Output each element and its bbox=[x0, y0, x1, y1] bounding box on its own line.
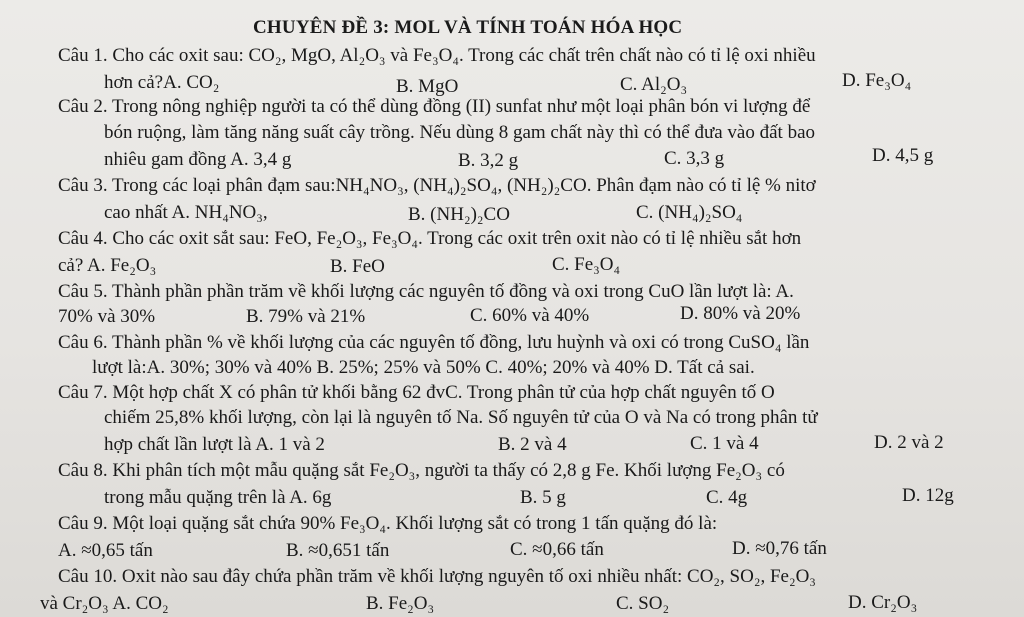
question-10-option-d: D. Cr₂O₃ bbox=[848, 592, 918, 613]
question-8-line-1: Câu 8. Khi phân tích một mẫu quặng sắt Fe₂O₃, người ta thấy có 2,8 g Fe. Khối lượng Fe₂O₃ có bbox=[58, 460, 785, 481]
question-4-option-b: B. FeO bbox=[330, 256, 385, 277]
question-1-line-1: Câu 1. Cho các oxit sau: CO₂, MgO, Al₂O₃ và Fe₃O₄. Trong các chất trên chất nào có tỉ lệ oxi nhiều bbox=[58, 45, 816, 66]
question-9-option-c: C. ≈0,66 tấn bbox=[510, 539, 604, 560]
question-6-line-1: Câu 6. Thành phần % về khối lượng của các nguyên tố đồng, lưu huỳnh và oxi có trong CuSO₄ lần bbox=[58, 332, 810, 353]
question-2-option-b: B. 3,2 g bbox=[458, 150, 519, 171]
question-3-option-b: B. (NH₂)₂CO bbox=[408, 204, 510, 225]
question-9-option-b: B. ≈0,651 tấn bbox=[286, 540, 390, 561]
question-3-line-1: Câu 3. Trong các loại phân đạm sau:NH₄NO₃, (NH₄)₂SO₄, (NH₂)₂CO. Phân đạm nào có tỉ lệ % nitơ bbox=[58, 175, 816, 196]
question-7-answers: hợp chất lần lượt là A. 1 và 2 bbox=[104, 434, 325, 455]
question-8-option-c: C. 4g bbox=[706, 487, 748, 508]
question-5-line-1: Câu 5. Thành phần phần trăm về khối lượng các nguyên tố đồng và oxi trong CuO lần lượt là: A. bbox=[58, 281, 794, 302]
question-7-option-d: D. 2 và 2 bbox=[874, 432, 944, 453]
question-2-line-1: Câu 2. Trong nông nghiệp người ta có thể dùng đồng (II) sunfat như một loại phân bón vi lượng để bbox=[58, 96, 811, 117]
question-5-option-b: B. 79% và 21% bbox=[246, 306, 366, 327]
question-5-option-a: 70% và 30% bbox=[58, 306, 156, 327]
question-9-option-d: D. ≈0,76 tấn bbox=[732, 538, 827, 559]
question-2-line-2: bón ruộng, làm tăng năng suất cây trồng. Nếu dùng 8 gam chất này thì có thể đưa vào đất bao bbox=[104, 122, 815, 143]
question-7-option-c: C. 1 và 4 bbox=[690, 433, 759, 454]
question-5-option-c: C. 60% và 40% bbox=[470, 305, 590, 326]
question-3-answers: cao nhất A. NH₄NO₃, bbox=[104, 202, 268, 223]
question-2-option-c: C. 3,3 g bbox=[664, 148, 725, 169]
question-4-option-c: C. Fe₃O₄ bbox=[552, 254, 621, 275]
question-7-line-2: chiếm 25,8% khối lượng, còn lại là nguyên tố Na. Số nguyên tử của O và Na có trong phân tử bbox=[104, 407, 818, 428]
question-10-option-b: B. Fe₂O₃ bbox=[366, 593, 435, 614]
question-7-option-b: B. 2 và 4 bbox=[498, 434, 567, 455]
question-5-option-d: D. 80% và 20% bbox=[680, 303, 801, 324]
question-3-option-c: C. (NH₄)₂SO₄ bbox=[636, 202, 743, 223]
question-8-answers: trong mẫu quặng trên là A. 6g bbox=[104, 487, 332, 508]
question-1-option-b: B. MgO bbox=[396, 76, 459, 97]
question-10-line-1: Câu 10. Oxit nào sau đây chứa phần trăm về khối lượng nguyên tố oxi nhiều nhất: CO₂, SO₂, Fe₂O₃ bbox=[58, 566, 816, 587]
question-10-answers: và Cr₂O₃ A. CO₂ bbox=[40, 593, 169, 614]
question-9-option-a: A. ≈0,65 tấn bbox=[58, 540, 153, 561]
question-9-line-1: Câu 9. Một loại quặng sắt chứa 90% Fe₃O₄. Khối lượng sắt có trong 1 tấn quặng đó là: bbox=[58, 513, 718, 534]
question-4-answers: cả? A. Fe₂O₃ bbox=[58, 255, 157, 276]
question-2-answers: nhiêu gam đồng A. 3,4 g bbox=[104, 149, 292, 170]
question-8-option-d: D. 12g bbox=[902, 485, 954, 506]
question-6-line-2: lượt là:A. 30%; 30% và 40% B. 25%; 25% và 50% C. 40%; 20% và 40% D. Tất cả sai. bbox=[92, 357, 755, 378]
page-title: CHUYÊN ĐỀ 3: MOL VÀ TÍNH TOÁN HÓA HỌC bbox=[253, 17, 683, 38]
question-4-line-1: Câu 4. Cho các oxit sắt sau: FeO, Fe₂O₃, Fe₃O₄. Trong các oxit trên oxit nào có tỉ lệ nhiều sắt hơn bbox=[58, 228, 802, 249]
question-8-option-b: B. 5 g bbox=[520, 487, 566, 508]
question-1-option-d: D. Fe₃O₄ bbox=[842, 70, 912, 91]
question-1-option-c: C. Al₂O₃ bbox=[620, 74, 688, 95]
question-7-line-1: Câu 7. Một hợp chất X có phân tử khối bằng 62 đvC. Trong phân tử của hợp chất nguyên tố O bbox=[58, 382, 775, 403]
question-1-answers: hơn cả?A. CO₂ bbox=[104, 72, 220, 93]
question-2-option-d: D. 4,5 g bbox=[872, 145, 934, 166]
question-10-option-c: C. SO₂ bbox=[616, 593, 670, 614]
